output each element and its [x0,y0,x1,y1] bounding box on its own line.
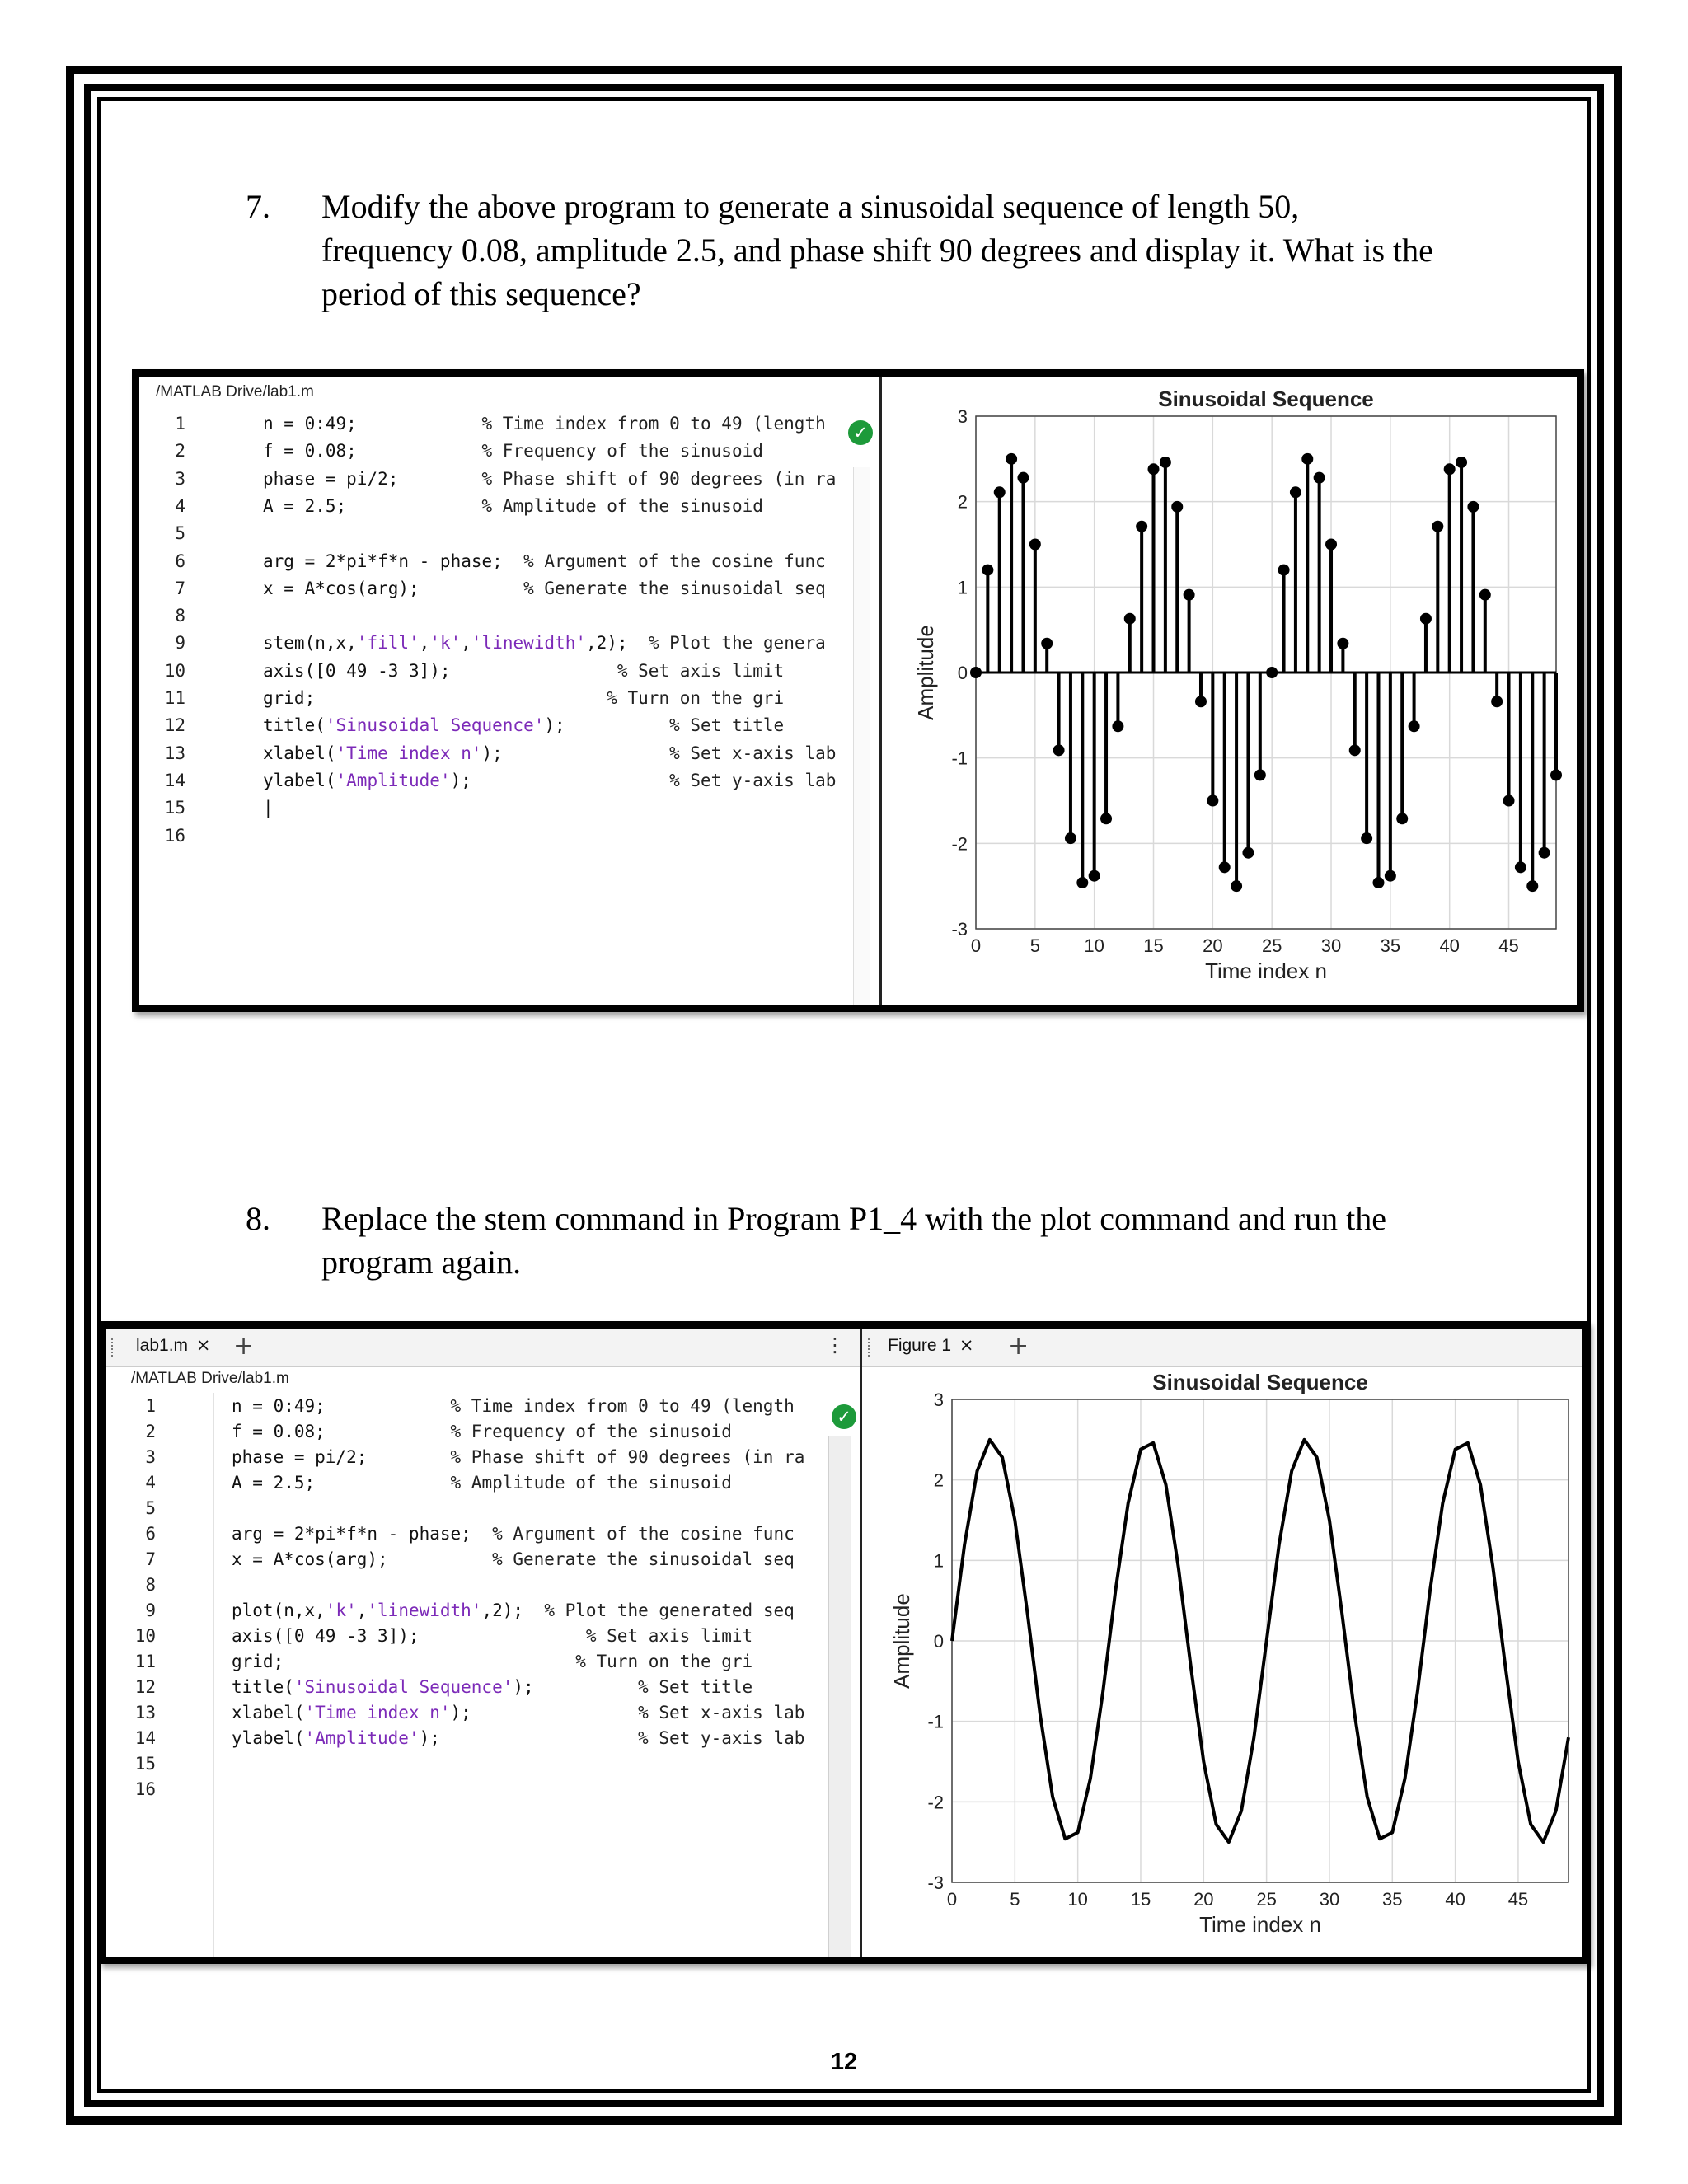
stem-marker [1515,861,1526,873]
question-text [321,1197,1437,1284]
code-line[interactable] [232,1601,795,1620]
check-icon: ✓ [848,420,873,445]
code-token: % Generate the sinusoidal seq [523,578,826,598]
x-tick-label: 40 [1445,1889,1465,1910]
stem-marker [1207,795,1218,807]
code-line[interactable] [232,1422,732,1441]
code-token: x = A*cos(arg); [263,578,524,598]
line-number: 13 [164,743,185,763]
code-line[interactable] [232,1524,795,1544]
line-number: 1 [175,414,185,434]
code-line[interactable] [263,441,763,461]
code-token: % Set y-axis lab [669,770,837,790]
code-line[interactable] [263,469,836,489]
code-token: title( [263,715,326,736]
code-token: 'Amplitude' [304,1728,420,1748]
line-number: 12 [134,1677,156,1697]
code-token: ylabel( [263,770,336,790]
y-tick-label: 1 [957,577,968,598]
code-token: % Set x-axis lab [638,1703,805,1722]
stem-marker [1184,589,1195,601]
x-tick-label: 20 [1193,1889,1214,1910]
line-number: 5 [175,523,185,544]
line-number: 15 [134,1754,156,1774]
code-token: axis([0 49 -3 3]); [263,660,617,681]
add-tab-icon[interactable]: + [233,1332,255,1361]
x-tick-label: 35 [1380,935,1401,956]
stem-marker [1396,813,1408,824]
y-tick-label: -1 [927,1711,944,1732]
stem-marker [1076,877,1088,888]
stem-marker [1290,486,1301,498]
code-line[interactable] [232,1728,804,1748]
stem-marker [1479,589,1491,601]
stem-marker [1503,795,1515,807]
line-number: 4 [175,495,185,516]
code-token: % Time index from 0 to 49 (length [481,414,826,434]
more-options-icon[interactable]: ⋮ [825,1333,845,1357]
x-tick-label: 35 [1382,1889,1403,1910]
code-token: % Argument of the cosine func [492,1524,795,1544]
code-token: ); [481,743,670,763]
code-token: axis([0 49 -3 3]); [232,1626,586,1646]
line-number: 2 [145,1422,156,1441]
x-tick-label: 45 [1498,935,1519,956]
tab-label: lab1.m [136,1336,189,1355]
page-number: 12 [830,2049,858,2075]
y-tick-label: 2 [957,491,968,513]
stem-marker [1254,769,1266,780]
code-token: % Turn on the gri [575,1652,753,1671]
stem-marker [1467,501,1479,513]
code-token: 'linewidth' [367,1601,482,1620]
stem-marker [1136,521,1147,532]
code-line[interactable] [232,1447,804,1467]
code-token: ,2); [481,1601,545,1620]
file-path: /MATLAB Drive/lab1.m [156,383,314,401]
x-tick-label: 45 [1507,1889,1529,1910]
code-token: % Set axis limit [617,660,785,681]
stem-marker [1539,847,1550,859]
code-line[interactable] [263,496,763,516]
code-token: 'Sinusoidal Sequence' [293,1677,513,1697]
stem-marker [1278,565,1290,576]
line-number: 6 [145,1524,156,1544]
x-axis-label: Time index n [1199,1912,1321,1937]
code-token: stem(n,x, [263,633,357,654]
stem-marker [1314,472,1325,484]
code-line[interactable] [263,798,274,818]
figure-line-plot [863,1368,1582,1957]
y-axis-label: Amplitude [913,625,938,720]
line-number: 15 [164,798,185,818]
x-axis-label: Time index n [1205,958,1327,983]
line-number: 6 [175,551,185,571]
code-line[interactable] [263,414,826,434]
x-tick-label: 0 [970,935,982,956]
code-token: % Generate the sinusoidal seq [492,1549,795,1569]
y-tick-label: 0 [933,1631,944,1652]
y-tick-label: 0 [957,663,968,683]
code-token: % Frequency of the sinusoid [450,1422,732,1441]
stem-marker [1242,847,1254,859]
code-token: grid; [232,1652,576,1671]
line-number: 1 [145,1396,156,1416]
matlab-screenshot-stem [132,369,1584,1012]
chart-title: Sinusoidal Sequence [1152,1370,1368,1394]
line-number: 16 [134,1779,156,1799]
code-token: , [419,633,430,654]
stem-marker [1491,696,1503,707]
x-tick-label: 25 [1256,1889,1277,1910]
stem-marker [1100,813,1112,824]
x-tick-label: 5 [1029,935,1040,956]
code-token: % Turn on the gri [607,688,785,708]
stem-marker [1325,539,1337,551]
code-token: % Amplitude of the sinusoid [450,1473,732,1493]
chart-title: Sinusoidal Sequence [1158,387,1374,411]
code-token: , [461,633,471,654]
editor-scrollbar[interactable] [828,1436,851,1957]
code-line[interactable] [263,688,784,708]
code-line[interactable] [263,661,784,681]
code-token: title( [232,1677,294,1697]
code-editor[interactable] [106,1329,873,1957]
x-tick-label: 10 [1084,935,1104,956]
code-token: ); [513,1677,639,1697]
code-line[interactable] [232,1626,753,1646]
code-token: % Set title [638,1677,753,1697]
code-token: % Amplitude of the sinusoid [481,495,763,516]
code-line[interactable] [263,771,836,790]
x-tick-label: 30 [1319,1889,1340,1910]
stem-marker [1160,457,1171,468]
grip-icon[interactable] [111,1338,118,1357]
code-token: | [263,798,274,818]
question-line: Replace the stem command in Program P1_4 with the plot command and run the [321,1200,1386,1237]
code-token: xlabel( [232,1703,305,1722]
code-editor[interactable] [139,377,881,1005]
code-token: arg = 2*pi*f*n - phase; [232,1524,493,1544]
stem-marker [1041,638,1053,649]
pane-divider[interactable] [879,377,882,1005]
code-line[interactable] [263,579,826,598]
code-token: plot(n,x, [232,1601,326,1620]
stem-marker [1385,870,1396,882]
code-token: xlabel( [263,743,336,763]
code-token: grid; [263,688,607,708]
stem-marker [1526,880,1538,892]
stem-marker [1361,832,1372,844]
code-line[interactable] [232,1677,753,1697]
code-line[interactable] [232,1473,732,1493]
code-line[interactable] [232,1652,753,1671]
stem-marker [1006,453,1017,465]
stem-marker [1432,521,1443,532]
line-number: 16 [164,825,185,846]
line-number: 3 [175,468,185,489]
pane-divider[interactable] [860,1329,862,1957]
code-token: ylabel( [232,1728,305,1748]
y-tick-label: -2 [927,1792,944,1813]
x-tick-label: 10 [1067,1889,1088,1910]
code-token: 'Time index n' [335,743,482,763]
y-axis-label: Amplitude [889,1593,914,1689]
code-line[interactable] [263,551,826,571]
question-number: 8. [246,1200,270,1237]
line-number: 2 [175,441,185,462]
line-number: 10 [134,1626,156,1646]
line-number: 9 [175,633,185,654]
line-number: 14 [164,770,185,790]
code-token: phase = pi/2; [232,1447,451,1467]
code-token: % Argument of the cosine func [523,551,826,571]
stem-marker [1444,463,1456,475]
stem-marker [982,565,993,576]
question-line: Modify the above program to generate a sinusoidal sequence of length 50, [321,188,1300,225]
code-token: 'k' [325,1601,357,1620]
code-token: 'Sinusoidal Sequence' [325,715,545,736]
code-token: n = 0:49; [232,1396,451,1416]
editor-tabbar [106,1329,873,1367]
code-token: ,2); [585,633,649,654]
figure-stem-plot [883,377,1577,1005]
figure-tabbar [863,1329,1582,1367]
code-token: phase = pi/2; [263,468,482,489]
check-icon: ✓ [832,1404,856,1429]
tab-lab1[interactable] [136,1335,210,1356]
line-number: 11 [164,688,185,708]
code-token: 'k' [429,633,462,654]
code-token: x = A*cos(arg); [232,1549,493,1569]
stem-marker [1409,720,1420,732]
stem-marker [1195,696,1207,707]
x-tick-label: 5 [1010,1889,1020,1910]
code-line[interactable] [263,633,826,653]
matlab-screenshot-plot [99,1321,1589,1964]
code-token: % Set axis limit [585,1626,753,1646]
code-token: % Frequency of the sinusoid [481,441,763,462]
add-tab-icon[interactable]: + [1008,1332,1029,1361]
line-number: 8 [145,1575,156,1595]
code-token: ); [450,1703,639,1722]
stem-marker [1456,457,1467,468]
close-icon[interactable]: × [959,1335,974,1355]
code-token: 'Amplitude' [335,770,451,790]
stem-marker [1550,769,1562,780]
question-text [321,185,1437,316]
code-token: f = 0.08; [232,1422,451,1441]
file-path: /MATLAB Drive/lab1.m [131,1370,289,1387]
stem-marker [1065,832,1076,844]
code-token: , [356,1601,368,1620]
tab-label: Figure 1 [888,1336,952,1355]
line-number: 3 [145,1447,156,1467]
x-tick-label: 40 [1439,935,1460,956]
code-token: A = 2.5; [263,495,482,516]
grip-icon[interactable] [868,1338,874,1357]
code-token: ); [419,1728,639,1748]
stem-marker [1301,453,1313,465]
stem-marker [1124,613,1136,625]
code-line[interactable] [263,743,836,763]
question-line: period of this sequence? [321,275,641,312]
stem-marker [1349,744,1361,756]
x-tick-label: 20 [1203,935,1223,956]
stem-marker [1053,744,1065,756]
line-number: 4 [145,1473,156,1493]
code-token: % Phase shift of 90 degrees (in ra [481,468,837,489]
code-token: n = 0:49; [263,414,482,434]
stem-marker [1171,501,1183,513]
y-tick-label: 1 [933,1550,944,1572]
stem-marker [1420,613,1432,625]
y-tick-label: -1 [951,748,968,769]
stem-marker [994,486,1006,498]
question-line: frequency 0.08, amplitude 2.5, and phase shift 90 degrees and display it. What is the [321,232,1433,269]
stem-marker [1372,877,1384,888]
code-token: % Time index from 0 to 49 (length [450,1396,795,1416]
code-line[interactable] [232,1703,804,1722]
stem-marker [1017,472,1029,484]
stem-marker [1089,870,1100,882]
line-number: 14 [134,1728,156,1748]
stem-marker [1231,880,1242,892]
x-tick-label: 15 [1143,935,1164,956]
question-line: program again. [321,1244,522,1281]
stem-marker [1148,463,1160,475]
code-line[interactable] [232,1549,795,1569]
y-tick-label: 3 [957,406,968,427]
y-tick-label: 3 [933,1390,944,1410]
line-number: 11 [134,1652,156,1671]
code-line[interactable] [232,1396,795,1416]
y-tick-label: -3 [951,919,968,940]
tab-figure-1[interactable] [888,1335,974,1356]
code-token: A = 2.5; [232,1473,451,1493]
line-number: 5 [145,1498,156,1518]
code-token: 'Time index n' [304,1703,451,1722]
line-number: 13 [134,1703,156,1722]
line-number: 7 [175,578,185,598]
question-number: 7. [246,188,270,225]
code-token: % Set x-axis lab [669,743,837,763]
stem-marker [1112,720,1123,732]
line-number: 10 [164,660,185,681]
y-tick-label: -2 [951,833,968,855]
code-token: % Set y-axis lab [638,1728,805,1748]
x-tick-label: 0 [946,1889,958,1910]
x-tick-label: 25 [1261,935,1282,956]
code-token: 'linewidth' [471,633,586,654]
y-tick-label: -3 [927,1872,944,1893]
stem-marker [1029,539,1041,551]
close-icon[interactable]: × [195,1335,211,1355]
code-token: % Plot the genera [648,633,826,654]
y-tick-label: 2 [933,1469,944,1491]
code-token: % Plot the generated seq [544,1601,795,1620]
code-line[interactable] [263,715,784,735]
stem-marker [1337,638,1348,649]
line-number: 8 [175,606,185,626]
x-tick-label: 15 [1130,1889,1151,1910]
code-token: arg = 2*pi*f*n - phase; [263,551,524,571]
code-token: f = 0.08; [263,441,482,462]
editor-scrollbar[interactable] [853,467,870,1005]
code-token: 'fill' [356,633,420,654]
code-token: % Set title [669,715,785,736]
stem-marker [1219,861,1231,873]
code-token: % Phase shift of 90 degrees (in ra [450,1447,805,1467]
code-token: ); [544,715,670,736]
code-token: ); [450,770,670,790]
line-number: 7 [145,1549,156,1569]
line-number: 12 [164,715,185,736]
line-number: 9 [145,1601,156,1620]
x-tick-label: 30 [1320,935,1342,956]
